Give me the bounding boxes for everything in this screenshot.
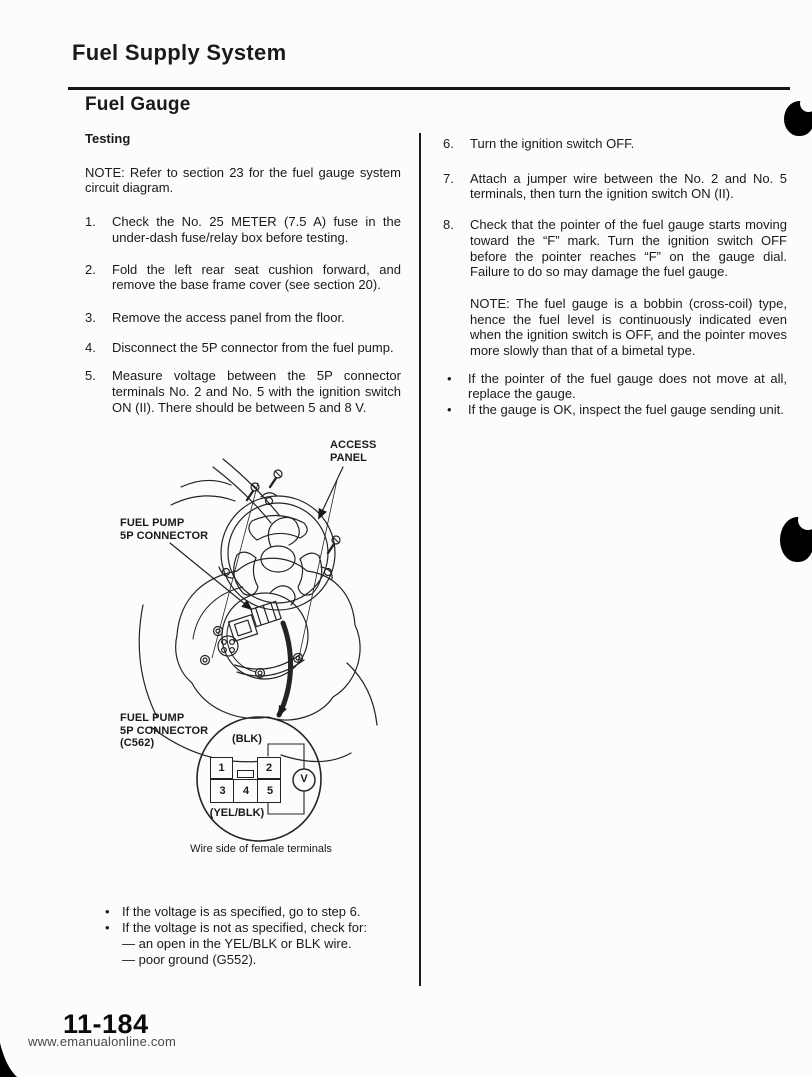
step-number: 1.	[85, 214, 96, 230]
right-bullets	[447, 371, 787, 418]
watermark: www.emanualonline.com	[28, 1034, 176, 1049]
step-text: Check the No. 25 METER (7.5 A) fuse in the under-dash fuse/relay box before testing.	[112, 214, 401, 245]
procedure-step-3	[85, 310, 401, 326]
step-number: 6.	[443, 136, 454, 151]
step-text: Measure voltage between the 5P connector terminals No. 2 and No. 5 with the ignition switch ON (II). There should be between 5 and 8 V.	[112, 368, 401, 415]
terminal-tab	[237, 770, 254, 778]
page-number: 11-184	[63, 1009, 149, 1039]
access-panel-label: ACCESS PANEL	[330, 439, 377, 464]
testing-heading: Testing	[85, 131, 131, 146]
procedure-step-4	[85, 340, 401, 356]
step-text: Turn the ignition switch OFF.	[470, 136, 635, 151]
step-text: Disconnect the 5P connector from the fuel pump.	[112, 339, 394, 355]
connector-pinout	[210, 757, 281, 802]
fuel-pump-connector-ref-label: FUEL PUMP 5P CONNECTOR (C562)	[120, 712, 209, 750]
title-rule	[68, 87, 790, 90]
bullet-text: If the voltage is not as specified, check for:	[122, 920, 367, 936]
dash-item: — poor ground (G552).	[122, 951, 257, 967]
terminal-cell-4: 4	[242, 784, 250, 797]
blk-wire-label: (BLK)	[232, 733, 262, 746]
procedure-step-1	[85, 214, 401, 245]
right-note: NOTE: The fuel gauge is a bobbin (cross-coil) type, hence the fuel level is continuously indicated even when the ignition switch is OFF, and the pointer moves more slowly than that of a bimetal type.	[470, 295, 787, 359]
section-heading: Fuel Gauge	[85, 94, 191, 115]
step-number: 7.	[443, 170, 454, 186]
bullet-item	[105, 920, 401, 936]
step-number: 8.	[443, 217, 454, 233]
procedure-step-6	[443, 136, 787, 152]
step-text: Fold the left rear seat cushion forward, and remove the base frame cover (see section 20).	[112, 261, 401, 293]
step-text: Check that the pointer of the fuel gauge starts moving toward the “F” mark. Turn the ignition switch OFF before the pointer reaches “F” on the gauge dial. Failure to do so may damage the fuel gauge.	[470, 217, 787, 280]
voltmeter-icon: V	[300, 773, 308, 786]
fuel-pump-figure	[85, 425, 401, 870]
scan-blob-middle	[780, 517, 812, 562]
terminal-cell-1: 1	[210, 757, 233, 779]
terminal-cell-5: 5	[266, 784, 274, 797]
left-column	[85, 131, 401, 967]
step-text: Attach a jumper wire between the No. 2 and No. 5 terminals, then turn the ignition switch ON (II).	[470, 170, 787, 202]
terminal-cell-2: 2	[257, 757, 281, 779]
bullet-item	[105, 904, 401, 920]
column-divider	[419, 133, 421, 986]
step-number: 3.	[85, 309, 96, 325]
page-title: Fuel Supply System	[72, 40, 287, 65]
procedure-step-7	[443, 171, 787, 202]
bullet-marker: •	[447, 370, 452, 386]
bullet-item	[447, 371, 787, 402]
procedure-step-8	[443, 217, 787, 280]
bullet-text: If the gauge is OK, inspect the fuel gauge sending unit.	[468, 402, 784, 418]
step-number: 4.	[85, 339, 96, 355]
bullet-item	[447, 402, 787, 418]
bullet-marker: •	[447, 402, 452, 418]
procedure-step-5	[85, 368, 401, 415]
results-list	[105, 904, 401, 967]
bullet-marker: •	[105, 920, 110, 936]
bullet-marker: •	[105, 904, 110, 920]
terminal-cell-3: 3	[219, 784, 226, 797]
scan-blob-top	[784, 101, 812, 136]
dash-item: — an open in the YEL/BLK or BLK wire.	[122, 935, 352, 951]
step-text: Remove the access panel from the floor.	[112, 309, 345, 325]
yelblk-wire-label: (YEL/BLK)	[209, 807, 265, 820]
bullet-text: If the voltage is as specified, go to step 6.	[122, 904, 361, 920]
figure-caption: Wire side of female terminals	[190, 843, 332, 856]
step-number: 5.	[85, 368, 96, 384]
terminal-row-bottom	[210, 779, 281, 803]
bullet-text: If the pointer of the fuel gauge does not move at all, replace the gauge.	[468, 370, 787, 402]
fuel-pump-connector-label: FUEL PUMP 5P CONNECTOR	[120, 517, 209, 542]
right-column	[443, 136, 787, 418]
step-number: 2.	[85, 261, 96, 277]
scan-corner-mark	[0, 1043, 18, 1077]
left-note: NOTE: Refer to section 23 for the fuel gauge system circuit diagram.	[85, 164, 401, 196]
figure-line-art	[85, 425, 401, 870]
procedure-step-2	[85, 262, 401, 293]
